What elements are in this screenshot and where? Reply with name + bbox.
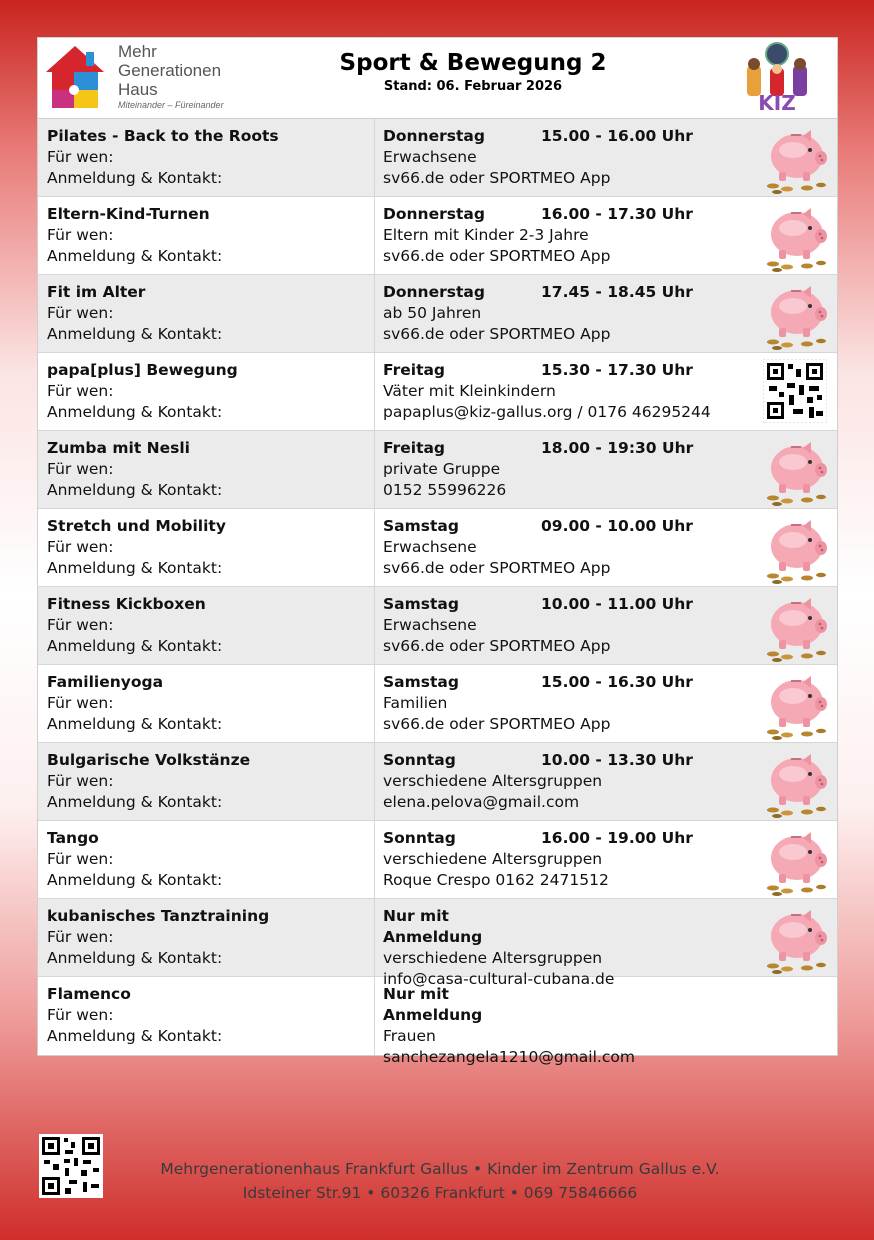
footer-address [120, 1157, 760, 1205]
piggy-bank-icon [763, 512, 829, 584]
activity-day: Freitag [383, 439, 446, 457]
activity-contact: sv66.de oder SPORTMEO App [383, 559, 611, 577]
schedule-row [38, 197, 837, 275]
activity-info [47, 282, 367, 345]
schedule-row [38, 977, 837, 1066]
activity-info [47, 438, 367, 501]
schedule-line [383, 672, 753, 693]
header [38, 38, 837, 119]
schedule-row [38, 353, 837, 431]
piggy-bank-icon [763, 122, 829, 194]
kiz-logo [727, 40, 827, 114]
activity-details [383, 204, 753, 267]
schedule-row [38, 821, 837, 899]
activity-info [47, 126, 367, 189]
footer-line-1: Mehrgenerationenhaus Frankfurt Gallus • Kinder im Zentrum Gallus e.V. [160, 1160, 720, 1178]
contact-label: Anmeldung & Kontakt: [47, 871, 223, 889]
schedule-row [38, 275, 837, 353]
page-title: Sport & Bewegung 2 [339, 50, 607, 76]
activity-info [47, 672, 367, 735]
column-divider [374, 197, 375, 274]
schedule-row [38, 899, 837, 988]
piggy-bank-icon [763, 590, 829, 662]
for-whom-label: Für wen: [47, 772, 114, 790]
contact-label: Anmeldung & Kontakt: [47, 949, 223, 967]
activity-contact: sv66.de oder SPORTMEO App [383, 325, 611, 343]
column-divider [374, 821, 375, 898]
schedule-line [383, 594, 753, 615]
for-whom-label: Für wen: [47, 538, 114, 556]
piggy-bank-icon [763, 200, 829, 272]
contact-label: Anmeldung & Kontakt: [47, 715, 223, 733]
activity-time: 15.30 - 17.30 Uhr [541, 361, 693, 379]
activity-time: 17.45 - 18.45 Uhr [541, 283, 693, 301]
activity-audience: Eltern mit Kinder 2-3 Jahre [383, 226, 589, 244]
activity-contact: 0152 55996226 [383, 481, 507, 499]
activity-name: Zumba mit Nesli [47, 439, 190, 457]
contact-label: Anmeldung & Kontakt: [47, 481, 223, 499]
activity-details [383, 750, 753, 813]
activity-audience: Erwachsene [383, 538, 477, 556]
for-whom-label: Für wen: [47, 928, 114, 946]
page-date: Stand: 06. Februar 2026 [383, 79, 563, 94]
activity-time: 09.00 - 10.00 Uhr [541, 517, 693, 535]
column-divider [374, 431, 375, 508]
for-whom-label: Für wen: [47, 694, 114, 712]
activity-audience: Frauen [383, 1027, 436, 1045]
schedule-line [383, 828, 753, 849]
contact-label: Anmeldung & Kontakt: [47, 559, 223, 577]
for-whom-label: Für wen: [47, 616, 114, 634]
activity-time: 15.00 - 16.00 Uhr [541, 127, 693, 145]
piggy-bank-icon [763, 824, 829, 896]
schedule-line [383, 126, 753, 147]
activity-name: Tango [47, 829, 99, 847]
piggy-bank-icon [763, 746, 829, 818]
schedule-row [38, 665, 837, 743]
footer-qr-code-icon [39, 1134, 103, 1198]
for-whom-label: Für wen: [47, 382, 114, 400]
schedule-row [38, 119, 837, 197]
activity-details [383, 282, 753, 345]
activity-day: Nur mit Anmeldung [383, 985, 483, 1024]
activity-day: Samstag [383, 517, 459, 535]
activity-audience: ab 50 Jahren [383, 304, 482, 322]
activity-name: Familienyoga [47, 673, 164, 691]
column-divider [374, 587, 375, 664]
house-puzzle-icon [42, 42, 108, 112]
activity-contact: sv66.de oder SPORTMEO App [383, 715, 611, 733]
activity-day: Nur mit Anmeldung [383, 907, 483, 946]
activity-audience: Erwachsene [383, 616, 477, 634]
activity-audience: verschiedene Altersgruppen [383, 850, 603, 868]
column-divider [374, 899, 375, 976]
column-divider [374, 743, 375, 820]
activity-name: kubanisches Tanztraining [47, 907, 270, 925]
kiz-logo-icon [727, 40, 827, 114]
activity-name: papa[plus] Bewegung [47, 361, 238, 379]
contact-label: Anmeldung & Kontakt: [47, 169, 223, 187]
qr-code-icon [763, 359, 827, 423]
activity-info [47, 360, 367, 423]
activity-info [47, 828, 367, 891]
activity-day: Donnerstag [383, 127, 485, 145]
column-divider [374, 509, 375, 586]
schedule-line [383, 282, 753, 303]
schedule-row [38, 743, 837, 821]
activity-details [383, 594, 753, 657]
activity-name: Fitness Kickboxen [47, 595, 206, 613]
activity-info [47, 516, 367, 579]
activity-contact: elena.pelova@gmail.com [383, 793, 580, 811]
schedule-list [38, 119, 837, 1066]
activity-time: 10.00 - 11.00 Uhr [541, 595, 693, 613]
schedule-row [38, 431, 837, 509]
activity-contact: info@casa-cultural-cubana.de [383, 970, 615, 988]
activity-name: Stretch und Mobility [47, 517, 226, 535]
activity-details [383, 984, 753, 1068]
activity-audience: private Gruppe [383, 460, 501, 478]
activity-contact: sv66.de oder SPORTMEO App [383, 169, 611, 187]
activity-details [383, 126, 753, 189]
column-divider [374, 665, 375, 742]
schedule-line [383, 360, 753, 381]
activity-day: Sonntag [383, 829, 456, 847]
schedule-line [383, 516, 753, 537]
schedule-line [383, 984, 753, 1026]
piggy-bank-icon [763, 902, 829, 974]
activity-time: 10.00 - 13.30 Uhr [541, 751, 693, 769]
column-divider [374, 977, 375, 1055]
contact-label: Anmeldung & Kontakt: [47, 403, 223, 421]
for-whom-label: Für wen: [47, 460, 114, 478]
activity-info [47, 906, 367, 969]
activity-time: 16.00 - 19.00 Uhr [541, 829, 693, 847]
for-whom-label: Für wen: [47, 304, 114, 322]
logo-tagline: Miteinander – Füreinander [118, 100, 224, 110]
for-whom-label: Für wen: [47, 850, 114, 868]
schedule-line [383, 204, 753, 225]
activity-name: Pilates - Back to the Roots [47, 127, 279, 145]
schedule-line [383, 438, 753, 459]
activity-day: Donnerstag [383, 205, 485, 223]
column-divider [374, 275, 375, 352]
column-divider [374, 119, 375, 196]
contact-label: Anmeldung & Kontakt: [47, 637, 223, 655]
activity-details [383, 438, 753, 501]
mehrgenerationenhaus-logo [42, 42, 242, 116]
piggy-bank-icon [763, 434, 829, 506]
footer-line-2: Idsteiner Str.91 • 60326 Frankfurt • 069 75846666 [242, 1184, 638, 1202]
activity-name: Bulgarische Volkstänze [47, 751, 251, 769]
activity-day: Samstag [383, 595, 459, 613]
for-whom-label: Für wen: [47, 148, 114, 166]
column-divider [374, 353, 375, 430]
contact-label: Anmeldung & Kontakt: [47, 247, 223, 265]
activity-audience: verschiedene Altersgruppen [383, 949, 603, 967]
activity-day: Samstag [383, 673, 459, 691]
schedule-row [38, 587, 837, 665]
schedule-sheet [37, 37, 838, 1066]
activity-contact: Roque Crespo 0162 2471512 [383, 871, 609, 889]
activity-time: 16.00 - 17.30 Uhr [541, 205, 693, 223]
kiz-logo-text: KIZ [758, 91, 796, 114]
activity-contact: papaplus@kiz-gallus.org / 0176 46295244 [383, 403, 711, 421]
activity-time: 18.00 - 19:30 Uhr [541, 439, 694, 457]
activity-day: Donnerstag [383, 283, 485, 301]
activity-info [47, 750, 367, 813]
activity-name: Flamenco [47, 985, 131, 1003]
activity-name: Eltern-Kind-Turnen [47, 205, 210, 223]
activity-contact: sanchezangela1210@gmail.com [383, 1048, 635, 1066]
activity-day: Sonntag [383, 751, 456, 769]
activity-details [383, 672, 753, 735]
contact-label: Anmeldung & Kontakt: [47, 325, 223, 343]
contact-label: Anmeldung & Kontakt: [47, 793, 223, 811]
activity-info [47, 204, 367, 267]
activity-audience: Väter mit Kleinkindern [383, 382, 556, 400]
schedule-line [383, 750, 753, 771]
activity-details [383, 360, 753, 423]
activity-contact: sv66.de oder SPORTMEO App [383, 637, 611, 655]
activity-details [383, 828, 753, 891]
activity-details [383, 516, 753, 579]
activity-audience: Familien [383, 694, 448, 712]
for-whom-label: Für wen: [47, 226, 114, 244]
activity-info [47, 984, 367, 1047]
activity-audience: verschiedene Altersgruppen [383, 772, 603, 790]
activity-time: 15.00 - 16.30 Uhr [541, 673, 693, 691]
piggy-bank-icon [763, 668, 829, 740]
activity-contact: sv66.de oder SPORTMEO App [383, 247, 611, 265]
logo-wordmark: Mehr Generationen Haus [118, 42, 222, 99]
activity-audience: Erwachsene [383, 148, 477, 166]
activity-name: Fit im Alter [47, 283, 146, 301]
schedule-line [383, 906, 753, 948]
activity-day: Freitag [383, 361, 446, 379]
title-block [268, 50, 678, 94]
piggy-bank-icon [763, 278, 829, 350]
schedule-row [38, 509, 837, 587]
activity-info [47, 594, 367, 657]
for-whom-label: Für wen: [47, 1006, 114, 1024]
contact-label: Anmeldung & Kontakt: [47, 1027, 223, 1045]
